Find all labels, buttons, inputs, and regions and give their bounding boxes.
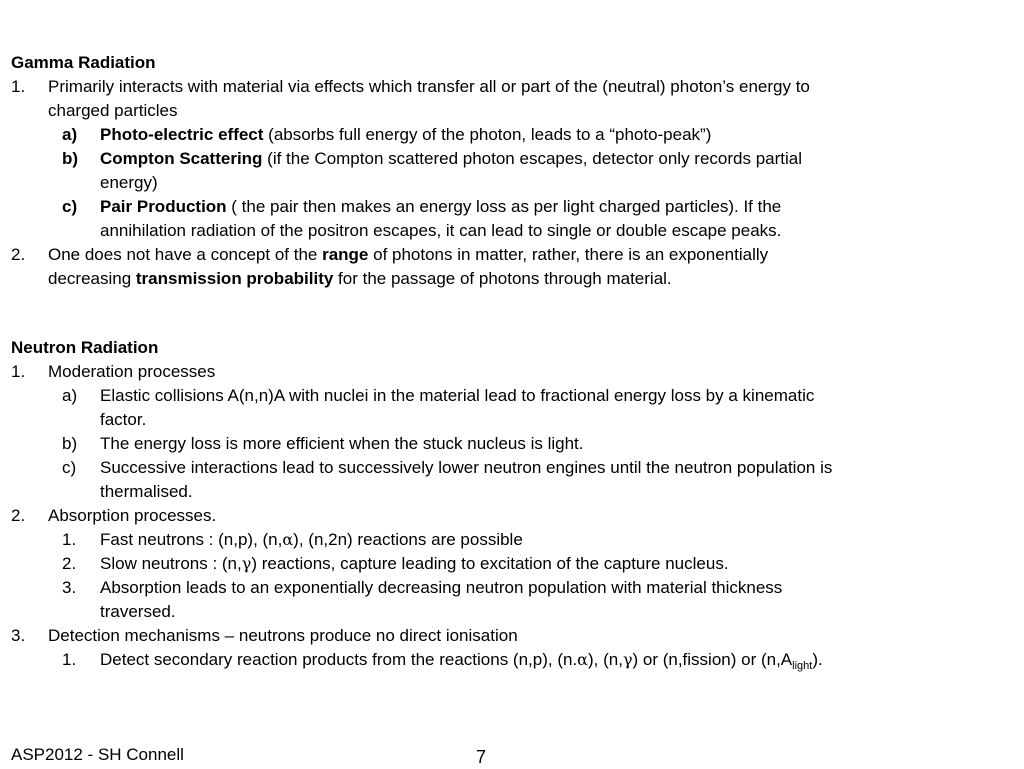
page-number: 7 (476, 747, 487, 767)
gamma-item-1-number: 1. (11, 77, 26, 96)
photo-electric-desc: (absorbs full energy of the photon, leads to a “photo-peak”) (263, 125, 712, 144)
neutron-1c-marker: c) (62, 458, 77, 477)
neutron-2-3-text: Absorption leads to an exponentially decreasing neutron population with material thickness (100, 578, 783, 597)
detect-part-4: ). (812, 650, 823, 669)
gamma-symbol: γ (241, 554, 252, 573)
gamma-item-1-text-cont: charged particles (48, 101, 178, 120)
alpha-symbol: α (282, 530, 294, 549)
gamma-item-2-text-cont (48, 267, 672, 291)
gamma-symbol: γ (622, 650, 633, 669)
gamma-sub-b-cont: energy) (100, 173, 158, 192)
neutron-item-3-number: 3. (11, 626, 26, 645)
neutron-1c-text: Successive interactions lead to successively lower neutron engines until the neutron population is (100, 458, 833, 477)
neutron-3-1-text (100, 648, 823, 672)
neutron-2-1-marker: 1. (62, 530, 77, 549)
neutron-item-2-number: 2. (11, 506, 26, 525)
fast-neutrons-pre: Fast neutrons : (n,p), (n, (100, 530, 283, 549)
footer-author: ASP2012 - SH Connell (11, 745, 184, 764)
range-term: range (322, 245, 369, 264)
gamma-heading: Gamma Radiation (11, 53, 156, 72)
gamma-item-2-number: 2. (11, 245, 26, 264)
neutron-item-3-text: Detection mechanisms – neutrons produce no direct ionisation (48, 626, 518, 645)
transmission-pre: decreasing (48, 269, 136, 288)
pair-production-desc: ( the pair then makes an energy loss as per light charged particles). If the (226, 197, 782, 216)
alpha-symbol: α (577, 650, 588, 669)
light-subscript: light (792, 660, 813, 672)
transmission-post: for the passage of photons through material. (333, 269, 672, 288)
neutron-2-3-text-cont: traversed. (100, 602, 176, 621)
detect-part-1: Detect secondary reaction products from the reactions (n,p), (n. (100, 650, 578, 669)
neutron-1b-marker: b) (62, 434, 78, 453)
neutron-3-1-marker: 1. (62, 650, 77, 669)
neutron-2-1-text (100, 528, 523, 552)
gamma-item-2-text (48, 243, 768, 267)
neutron-item-1-number: 1. (11, 362, 26, 381)
pair-production-term: Pair Production (100, 197, 227, 216)
gamma-item-1-text: Primarily interacts with material via effects which transfer all or part of the (neutral) photon’s energy to (48, 77, 810, 96)
compton-term: Compton Scattering (100, 149, 263, 168)
gamma-sub-a (100, 123, 711, 147)
gamma-sub-b-marker: b) (62, 149, 79, 168)
detect-part-3: ) or (n,fission) or (n,A (632, 650, 793, 669)
gamma-sub-c-marker: c) (62, 197, 78, 216)
neutron-item-2-text: Absorption processes. (48, 506, 217, 525)
neutron-1c-text-cont: thermalised. (100, 482, 193, 501)
gamma-sub-c-cont: annihilation radiation of the positron escapes, it can lead to single or double escape peaks. (100, 221, 782, 240)
neutron-1a-text: Elastic collisions A(n,n)A with nuclei in the material lead to fractional energy loss by a kinematic (100, 386, 815, 405)
neutron-2-3-marker: 3. (62, 578, 77, 597)
slow-neutrons-post: ) reactions, capture leading to excitation of the capture nucleus. (251, 554, 729, 573)
neutron-1a-marker: a) (62, 386, 78, 405)
slow-neutrons-pre: Slow neutrons : (n, (100, 554, 242, 573)
transmission-term: transmission probability (135, 269, 334, 288)
compton-desc: (if the Compton scattered photon escapes, detector only records partial (262, 149, 803, 168)
gamma-sub-b (100, 147, 802, 171)
neutron-2-2-text (100, 552, 729, 576)
neutron-heading: Neutron Radiation (11, 338, 159, 357)
gamma-sub-a-marker: a) (62, 125, 78, 144)
gamma-sub-c (100, 195, 781, 219)
fast-neutrons-post: ), (n,2n) reactions are possible (293, 530, 523, 549)
detect-part-2: ), (n, (587, 650, 623, 669)
neutron-1a-text-cont: factor. (100, 410, 147, 429)
photo-electric-term: Photo-electric effect (100, 125, 264, 144)
neutron-item-1-text: Moderation processes (48, 362, 216, 381)
range-post: of photons in matter, rather, there is an exponentially (368, 245, 769, 264)
range-pre: One does not have a concept of the (48, 245, 323, 264)
neutron-1b-text: The energy loss is more efficient when the stuck nucleus is light. (100, 434, 584, 453)
neutron-2-2-marker: 2. (62, 554, 77, 573)
